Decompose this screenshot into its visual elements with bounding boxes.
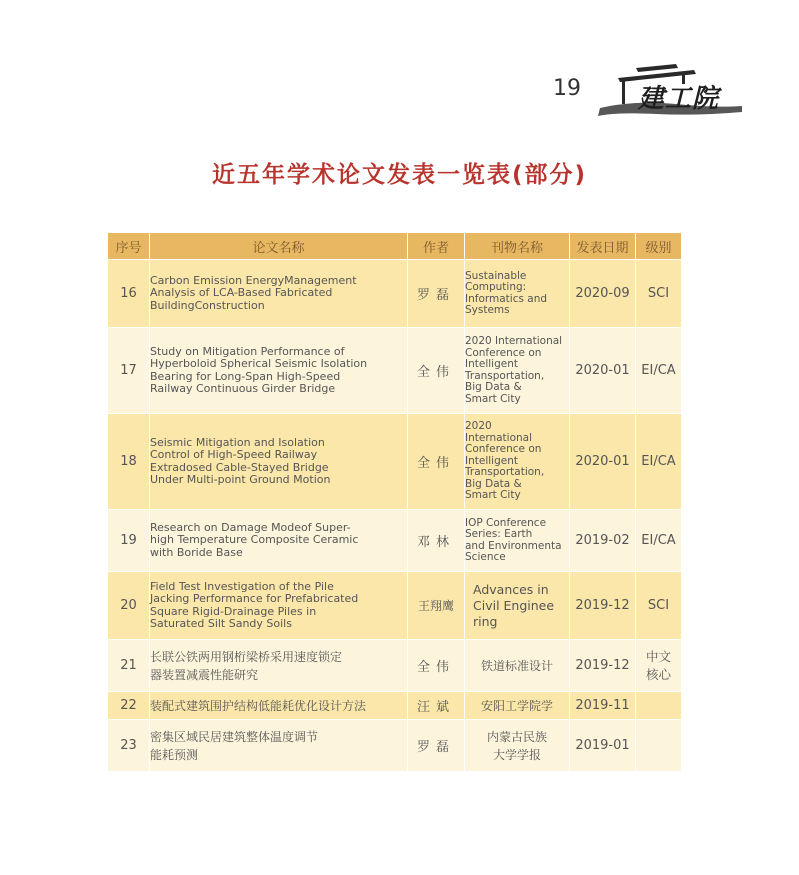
- row-number: 18: [108, 414, 150, 510]
- journal-line: 安阳工学院学: [480, 698, 553, 713]
- papers-table: [107, 232, 682, 772]
- author: 全伟: [408, 328, 465, 414]
- page-title: 近五年学术论文发表一览表(部分): [211, 162, 588, 188]
- level: EI/CA: [636, 510, 682, 572]
- logo-text: 建工院: [638, 84, 720, 114]
- paper-title-line: 能耗预测: [150, 747, 199, 762]
- journal-line: Informatics and: [465, 292, 548, 305]
- table-row: [108, 414, 682, 510]
- paper-title-line: Jacking Performance for Prefabricated: [150, 592, 359, 605]
- table-row: [108, 260, 682, 328]
- paper-title-line: 器装置减震性能研究: [150, 667, 259, 682]
- journal-line: Intelligent: [465, 358, 518, 370]
- journal: [465, 328, 570, 414]
- paper-title-line: Railway Continuous Girder Bridge: [150, 382, 336, 395]
- journal-line: Systems: [465, 304, 510, 316]
- journal-line: Civil Enginee: [473, 597, 555, 613]
- journal-line: Big Data &: [465, 477, 522, 490]
- paper-title: [150, 640, 408, 692]
- journal-line: International: [465, 431, 533, 444]
- publish-date: 2019-12: [570, 640, 636, 692]
- journal-line: Big Data &: [465, 381, 522, 393]
- journal: [465, 510, 570, 572]
- paper-title-line: Seismic Mitigation and Isolation: [150, 435, 325, 449]
- paper-title-line: Study on Mitigation Performance of: [150, 344, 345, 358]
- journal-line: IOP Conference: [465, 516, 547, 529]
- table-row: [108, 692, 682, 720]
- table-row: [108, 510, 682, 572]
- paper-title-line: with Boride Base: [150, 545, 243, 559]
- journal-line: 大学学报: [492, 747, 541, 762]
- level: [636, 720, 682, 772]
- journal-line: 铁道标准设计: [480, 658, 553, 673]
- author: 邓林: [408, 510, 465, 572]
- level-line: 中文: [645, 648, 671, 664]
- journal: [465, 692, 570, 720]
- paper-title: [150, 414, 408, 510]
- journal-line: Series: Earth: [465, 528, 533, 540]
- author: 罗磊: [408, 720, 465, 772]
- paper-title-line: Under Multi-point Ground Motion: [150, 473, 331, 486]
- publish-date: 2019-02: [570, 510, 636, 572]
- column-header-journal: 刊物名称: [465, 233, 570, 260]
- row-number: 19: [108, 510, 150, 572]
- journal-line: Sustainable: [465, 269, 527, 282]
- table-row: [108, 720, 682, 772]
- level: SCI: [636, 260, 682, 328]
- paper-title-line: high Temperature Composite Ceramic: [150, 533, 359, 547]
- journal-line: 2020: [465, 420, 492, 433]
- author: 王翔鹰: [408, 572, 465, 640]
- publish-date: 2019-11: [570, 692, 636, 720]
- level: EI/CA: [636, 414, 682, 510]
- level: [636, 640, 682, 692]
- journal: [465, 260, 570, 328]
- publish-date: 2019-12: [570, 572, 636, 640]
- journal-line: Conference on: [465, 443, 542, 456]
- column-header-author: 作者: [408, 233, 465, 260]
- row-number: 21: [108, 640, 150, 692]
- paper-title-line: Research on Damage Modeof Super-: [150, 520, 351, 534]
- paper-title-line: Analysis of LCA-Based Fabricated: [150, 286, 333, 300]
- level-line: 核心: [645, 666, 671, 682]
- journal-line: 内蒙古民族: [486, 729, 547, 744]
- row-number: 20: [108, 572, 150, 640]
- paper-title-line: 密集区域民居建筑整体温度调节: [150, 729, 319, 744]
- journal-line: Smart City: [465, 489, 521, 502]
- publish-date: 2020-01: [570, 414, 636, 510]
- table-header-row: [108, 233, 682, 260]
- publish-date: 2020-09: [570, 260, 636, 328]
- author: 全伟: [408, 640, 465, 692]
- paper-title: [150, 572, 408, 640]
- journal-line: 2020 International: [465, 335, 563, 347]
- journal-line: Science: [465, 551, 506, 563]
- journal-line: Conference on: [465, 346, 542, 359]
- table-row: [108, 328, 682, 414]
- level: EI/CA: [636, 328, 682, 414]
- paper-title: [150, 510, 408, 572]
- row-number: 16: [108, 260, 150, 328]
- paper-title-line: Control of High-Speed Railway: [150, 448, 318, 461]
- paper-title: [150, 692, 408, 720]
- table-row: [108, 640, 682, 692]
- publish-date: 2020-01: [570, 328, 636, 414]
- journal-line: and Environmenta: [465, 539, 562, 552]
- journal-line: Computing:: [465, 281, 527, 293]
- table-row: [108, 572, 682, 640]
- paper-title-line: 长联公铁两用钢桁梁桥采用速度锁定: [150, 649, 343, 664]
- paper-title-line: Saturated Silt Sandy Soils: [150, 617, 292, 630]
- journal-line: Intelligent: [465, 454, 518, 467]
- journal-line: ring: [473, 613, 498, 629]
- journal: [465, 414, 570, 510]
- level: [636, 692, 682, 720]
- column-header-title: 论文名称: [150, 233, 408, 260]
- author: 全伟: [408, 414, 465, 510]
- row-number: 17: [108, 328, 150, 414]
- author: 罗磊: [408, 260, 465, 328]
- paper-title-line: 装配式建筑围护结构低能耗优化设计方法: [150, 698, 367, 713]
- journal-line: Smart City: [465, 392, 521, 405]
- paper-title-line: Square Rigid-Drainage Piles in: [150, 604, 317, 618]
- paper-title-line: Hyperboloid Spherical Seismic Isolation: [150, 357, 368, 370]
- paper-title-line: BuildingConstruction: [150, 298, 265, 312]
- paper-title: [150, 260, 408, 328]
- journal: [465, 640, 570, 692]
- paper-title-line: Extradosed Cable-Stayed Bridge: [150, 460, 329, 474]
- journal: [465, 572, 570, 640]
- paper-title-line: Field Test Investigation of the Pile: [150, 579, 334, 593]
- page-number: 19: [553, 76, 581, 101]
- paper-title-line: Bearing for Long-Span High-Speed: [150, 369, 341, 383]
- row-number: 22: [108, 692, 150, 720]
- paper-title: [150, 720, 408, 772]
- paper-title-line: Carbon Emission EnergyManagement: [150, 273, 357, 287]
- row-number: 23: [108, 720, 150, 772]
- journal-line: Transportation,: [465, 369, 545, 382]
- level: SCI: [636, 572, 682, 640]
- column-header-date: 发表日期: [570, 233, 636, 260]
- paper-title: [150, 328, 408, 414]
- author: 汪斌: [408, 692, 465, 720]
- column-header-level: 级别: [636, 233, 682, 260]
- journal: [465, 720, 570, 772]
- journal-line: Advances in: [473, 581, 549, 597]
- column-header-no: 序号: [108, 233, 150, 260]
- publish-date: 2019-01: [570, 720, 636, 772]
- journal-line: Transportation,: [465, 466, 545, 479]
